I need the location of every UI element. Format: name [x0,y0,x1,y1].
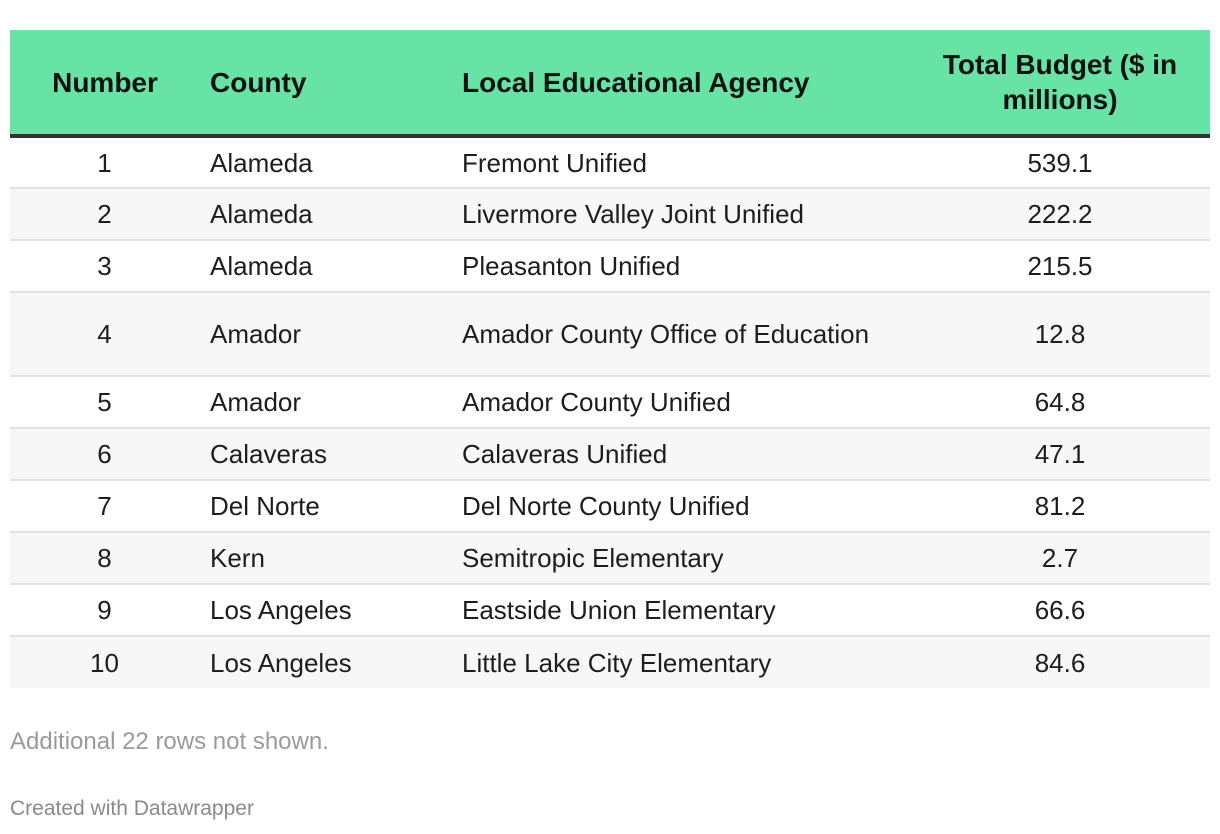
cell-budget: 81.2 [910,480,1210,532]
table-row [10,376,1210,428]
cell-number: 9 [10,584,190,636]
cell-agency: Amador County Unified [442,376,910,428]
cell-agency: Amador County Office of Education [442,292,910,376]
table-row [10,480,1210,532]
table-header-row [10,30,1210,136]
cell-county: Amador [190,292,442,376]
cell-agency: Little Lake City Elementary [462,647,772,678]
cell-budget: 539.1 [910,136,1210,188]
cell-agency: Livermore Valley Joint Unified [442,188,910,240]
cell-number: 8 [10,532,190,584]
table-row [10,240,1210,292]
cell-budget: 215.5 [910,240,1210,292]
cell-county: Alameda [190,136,442,188]
cell-budget: 66.6 [910,584,1210,636]
cell-number: 5 [10,376,190,428]
cell-county: Kern [190,532,442,584]
header-agency[interactable]: Local Educational Agency [442,30,910,136]
header-number[interactable]: Number [10,30,190,136]
cell-number: 1 [10,136,190,188]
cell-budget: 84.6 [1034,647,1086,678]
cell-budget: 64.8 [910,376,1210,428]
table-row [10,292,1210,376]
cell-county: Alameda [190,188,442,240]
header-county[interactable]: County [190,30,442,136]
cell-budget: 2.7 [910,532,1210,584]
table-row [10,136,1210,188]
cell-agency: Del Norte County Unified [442,480,910,532]
data-table-container [10,30,1210,688]
cell-county: Del Norte [190,480,442,532]
table-row [10,532,1210,584]
cell-budget: 47.1 [910,428,1210,480]
cell-number: 3 [10,240,190,292]
cell-number: 6 [10,428,190,480]
cell-agency: Pleasanton Unified [442,240,910,292]
cell-budget: 222.2 [910,188,1210,240]
header-budget[interactable]: Total Budget ($ in millions) [910,30,1210,136]
table-row [10,188,1210,240]
cell-agency: Calaveras Unified [442,428,910,480]
datawrapper-credit: Created with Datawrapper [10,797,254,820]
cell-county: Los Angeles [210,647,352,678]
cell-number: 10 [90,647,119,678]
cell-budget: 12.8 [910,292,1210,376]
budget-table [10,30,1210,688]
table-row [10,636,1210,688]
cell-agency: Eastside Union Elementary [442,584,910,636]
cell-agency: Fremont Unified [442,136,910,188]
table-row [10,428,1210,480]
cell-number: 7 [10,480,190,532]
cell-number: 2 [10,188,190,240]
table-row [10,584,1210,636]
cell-county: Los Angeles [190,584,442,636]
cell-number: 4 [10,292,190,376]
cell-county: Alameda [190,240,442,292]
cell-county: Calaveras [190,428,442,480]
rows-hidden-note: Additional 22 rows not shown. [10,728,329,755]
cell-agency: Semitropic Elementary [442,532,910,584]
cell-county: Amador [190,376,442,428]
